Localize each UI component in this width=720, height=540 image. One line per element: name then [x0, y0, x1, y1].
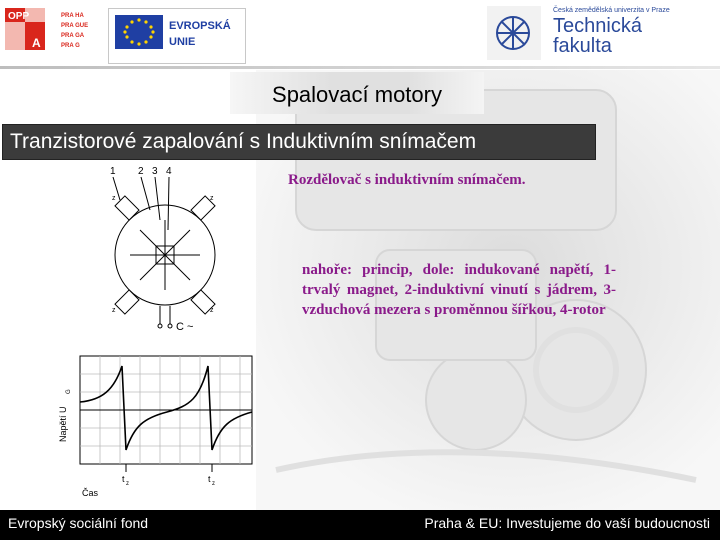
technicka-fakulta-logo — [473, 0, 720, 64]
tf-main-text-2: fakulta — [553, 35, 612, 57]
graph-ylabel: Napětí U — [58, 406, 68, 442]
induced-voltage-graph — [52, 352, 258, 502]
header — [0, 0, 720, 68]
graph-xlabel: Čas — [82, 488, 99, 498]
eu-text-2: UNIE — [169, 36, 196, 48]
praha-row-3: PRA GA — [61, 33, 85, 39]
tf-main-text-1: Technická — [553, 15, 642, 37]
oppa-text-2: A — [32, 36, 41, 50]
header-divider — [0, 66, 720, 69]
schematic-label-4: 4 — [166, 166, 172, 177]
tick-sub-1: z — [126, 481, 129, 487]
eu-logo — [108, 8, 246, 64]
tick-label-1: t — [122, 474, 125, 484]
description-text: nahoře: princip, dole: indukované napětí, 1-trvalý magnet, 2-induktivní vinutí s jádrem, 3-vzduchová mezera s proměnnou šířkou, 4-rotor — [302, 262, 616, 318]
distributor-title: Rozdělovač s induktivním snímačem. — [288, 172, 526, 188]
oppa-logo — [5, 8, 105, 62]
footer-right-text: Praha & EU: Investujeme do vaší budoucnosti — [424, 515, 710, 531]
plug-label-3: z — [112, 307, 116, 314]
tick-label-2: t — [208, 474, 211, 484]
praha-row-1: PRA HA — [61, 13, 84, 19]
schematic-label-3: 3 — [152, 166, 158, 177]
schematic-label-1: 1 — [110, 166, 116, 177]
schematic-label-2: 2 — [138, 166, 144, 177]
tick-sub-2: z — [212, 481, 215, 487]
plug-label-1: z — [112, 195, 116, 202]
plug-label-2: z — [210, 195, 214, 202]
praha-row-2: PRA GUE — [61, 23, 89, 29]
slide-subtitle: Tranzistorové zapalování s Induktivním snímačem — [10, 130, 477, 153]
inductive-sensor-schematic — [80, 160, 270, 340]
eu-text-1: EVROPSKÁ — [169, 20, 231, 32]
tf-university-text: Česká zemědělská univerzita v Praze — [553, 7, 670, 14]
ac-symbol: C ~ — [176, 321, 194, 333]
praha-row-4: PRA G — [61, 43, 80, 49]
footer-left-text: Evropský sociální fond — [8, 515, 149, 531]
oppa-text-1: OPP — [8, 11, 30, 22]
graph-ylabel-sub: G — [66, 389, 72, 394]
slide-title: Spalovací motory — [272, 82, 442, 107]
slide-subtitle-bar — [2, 124, 596, 160]
plug-label-4: z — [210, 307, 214, 314]
slide-title-box — [230, 72, 484, 114]
